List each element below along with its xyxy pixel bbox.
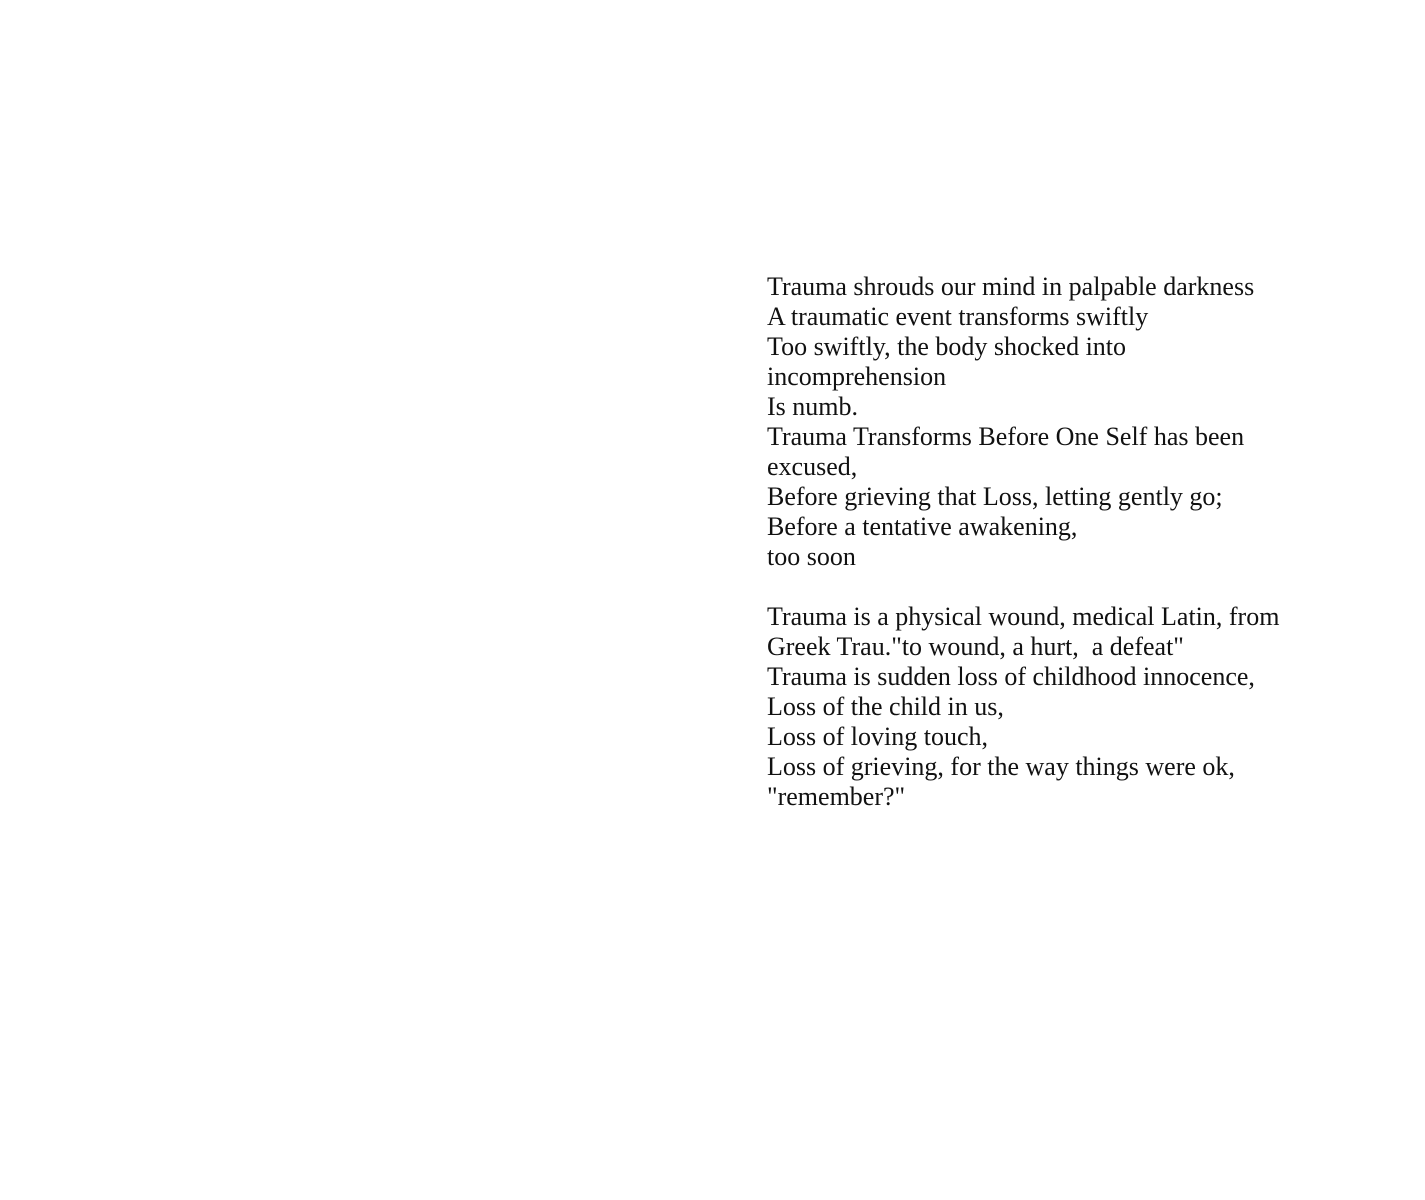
poem-line: "remember?" <box>767 782 906 811</box>
poem-line: excused, <box>767 452 858 481</box>
poem-line: Is numb. <box>767 392 858 421</box>
stanza-1 <box>767 272 1407 572</box>
poem-line: Trauma is a physical wound, medical Latin, from <box>767 602 1280 631</box>
poem-line: Before grieving that Loss, letting gently go; <box>767 482 1223 511</box>
poem-line: Before a tentative awakening, <box>767 512 1078 541</box>
poem-line: Trauma Transforms Before One Self has been <box>767 422 1245 451</box>
poem-line: Trauma is sudden loss of childhood innocence, <box>767 662 1255 691</box>
poem-line: Loss of grieving, for the way things were ok, <box>767 752 1235 781</box>
poem-line: Trauma shrouds our mind in palpable darkness <box>767 272 1255 301</box>
poem-line: Loss of the child in us, <box>767 692 1004 721</box>
poem-line: A traumatic event transforms swiftly <box>767 302 1149 331</box>
poem-line: incomprehension <box>767 362 947 391</box>
poem-line: Too swiftly, the body shocked into <box>767 332 1127 361</box>
poem-line: Loss of loving touch, <box>767 722 988 751</box>
stanza-2 <box>767 602 1407 812</box>
poem-line: Greek Trau."to wound, a hurt, a defeat" <box>767 632 1184 661</box>
poem-line: too soon <box>767 542 856 571</box>
poem <box>767 272 1407 812</box>
